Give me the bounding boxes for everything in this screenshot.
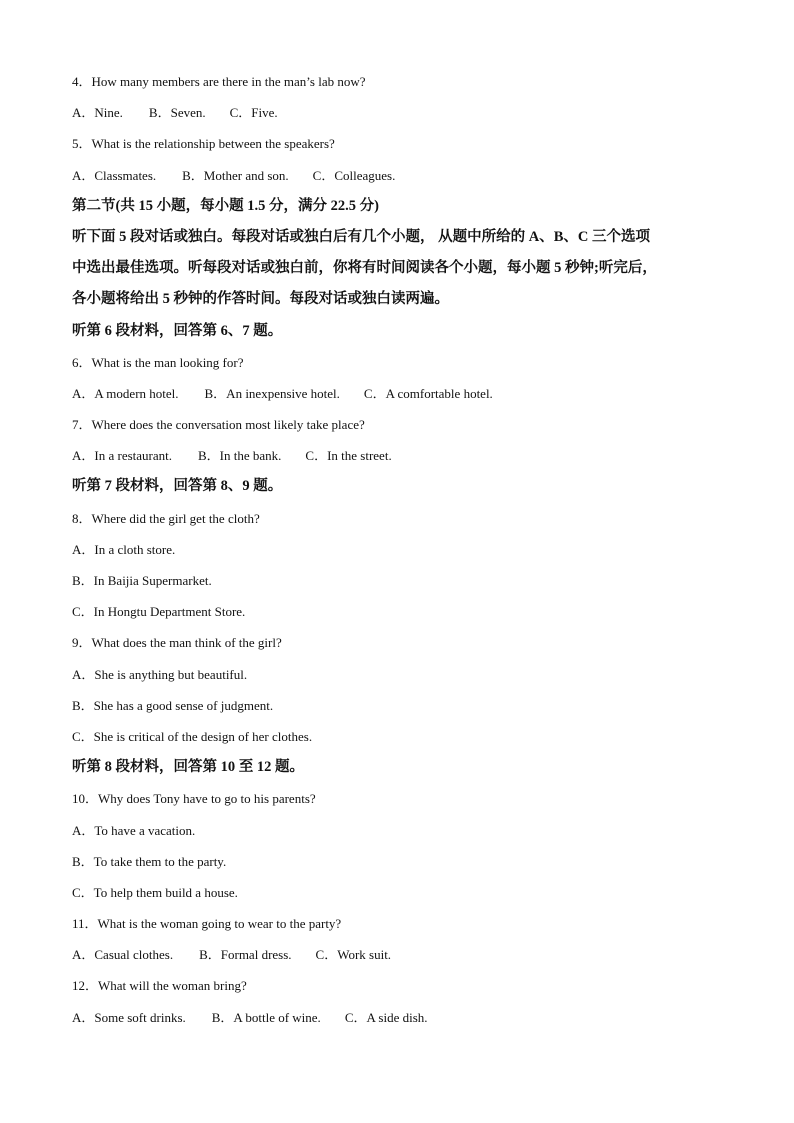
option-c: C．Colleagues. xyxy=(312,167,396,183)
option-c: C．Work suit. xyxy=(315,947,392,963)
option-c: C．Five. xyxy=(229,105,278,121)
question-6: 6．What is the man looking for? xyxy=(72,354,244,370)
option-b: B．Mother and son. xyxy=(182,167,289,183)
option-b: B．Formal dress. xyxy=(199,947,292,963)
options-11 xyxy=(72,939,732,970)
question-5: 5．What is the relationship between the speakers? xyxy=(72,136,335,152)
option-10a: A．To have a vacation. xyxy=(72,822,196,838)
options-12 xyxy=(72,1002,732,1033)
option-b: B．Seven. xyxy=(148,105,206,121)
option-c: C．In the street. xyxy=(305,448,392,464)
instructions-line-2: 中选出最佳选项。听每段对话或独白前，你将有时间阅读各个小题，每小题 5 秒钟;听完后， xyxy=(72,260,657,277)
option-9b: B．She has a good sense of judgment. xyxy=(72,697,274,713)
instructions-line-3: 各小题将给出 5 秒钟的作答时间。每段对话或独白读两遍。 xyxy=(72,291,449,308)
options-4 xyxy=(72,97,732,128)
option-c: C．A comfortable hotel. xyxy=(363,385,493,401)
option-a: A．Casual clothes. xyxy=(72,947,174,963)
material-8-heading: 听第 8 段材料，回答第 10 至 12 题。 xyxy=(72,759,304,776)
option-b: B．A bottle of wine. xyxy=(211,1009,321,1025)
question-7: 7．Where does the conversation most likely take place? xyxy=(72,417,365,433)
question-8: 8．Where did the girl get the cloth? xyxy=(72,510,260,526)
options-6 xyxy=(72,378,732,409)
option-a: A．Some soft drinks. xyxy=(72,1009,186,1025)
option-a: A．Nine. xyxy=(72,105,123,121)
option-c: C．A side dish. xyxy=(344,1009,428,1025)
material-7-heading: 听第 7 段材料，回答第 8、9 题。 xyxy=(72,478,283,495)
document-page xyxy=(72,66,732,1033)
option-10c: C．To help them build a house. xyxy=(72,884,238,900)
option-10b: B．To take them to the party. xyxy=(72,853,227,869)
option-b: B．In the bank. xyxy=(198,448,282,464)
option-b: B．An inexpensive hotel. xyxy=(204,385,340,401)
question-9: 9．What does the man think of the girl? xyxy=(72,635,282,651)
option-a: A．Classmates. xyxy=(72,167,157,183)
question-12: 12．What will the woman bring? xyxy=(72,978,247,994)
options-5 xyxy=(72,160,732,191)
option-8b: B．In Baijia Supermarket. xyxy=(72,573,212,588)
option-9c: C．She is critical of the design of her clothes. xyxy=(72,728,313,744)
option-8a: A．In a cloth store. xyxy=(72,541,176,557)
options-7 xyxy=(72,440,732,471)
option-9a: A．She is anything but beautiful. xyxy=(72,666,248,682)
option-8c: C．In Hongtu Department Store. xyxy=(72,604,246,620)
instructions-line-1: 听下面 5 段对话或独白。每段对话或独白后有几个小题， 从题中所给的 A、B、C 三个选项 xyxy=(72,228,650,245)
option-a: A．A modern hotel. xyxy=(72,385,179,401)
question-4: 4．How many members are there in the man’s lab now? xyxy=(72,74,366,89)
question-10: 10．Why does Tony have to go to his parents? xyxy=(72,791,316,807)
question-11: 11．What is the woman going to wear to the party? xyxy=(72,916,342,932)
option-a: A．In a restaurant. xyxy=(72,448,172,464)
material-6-heading: 听第 6 段材料，回答第 6、7 题。 xyxy=(72,322,283,339)
section-heading: 第二节(共 15 小题，每小题 1.5 分，满分 22.5 分) xyxy=(72,197,379,214)
